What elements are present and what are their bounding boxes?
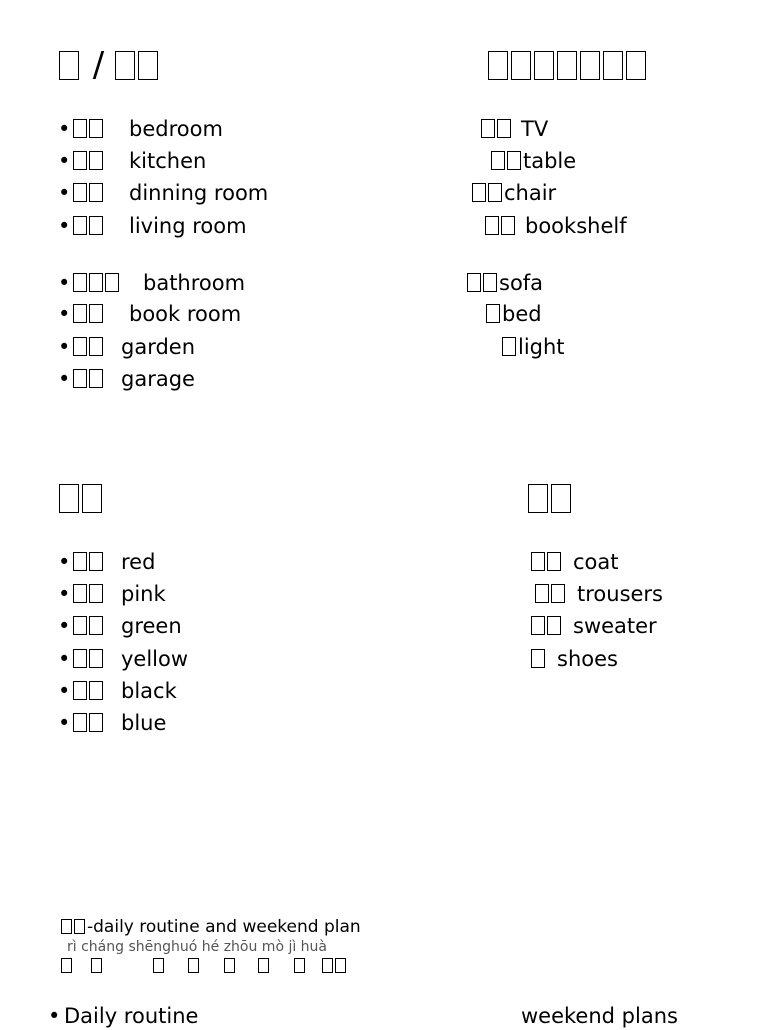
cjk-glyph-box [557,51,577,80]
cjk-glyph-box [73,552,87,571]
clothes-item-english: shoes [557,647,618,671]
cjk-glyph-box [497,119,511,138]
clothes-item-english: sweater [573,614,657,638]
colour-item-english: black [121,679,177,703]
cjk-glyph-box [73,649,87,668]
colour-item [73,548,155,576]
cjk-glyph-box [89,369,103,388]
cjk-glyph-box [481,119,495,138]
cjk-glyph-box [89,616,103,635]
colour-item-english: blue [121,711,167,735]
colours-heading-glyphs [59,478,105,518]
daily-routine-text: Daily routine [64,1004,199,1028]
rooms-heading-glyphs-before [59,45,82,85]
cjk-glyph-box [502,337,516,356]
footer-glyph-box [153,958,164,973]
rooms-item-glyphs [73,271,121,295]
rooms-item-english: dinning room [129,181,269,205]
rooms-heading-separator: / [82,45,116,85]
cjk-glyph-box [603,51,623,80]
colour-item-glyphs [73,582,105,606]
cjk-glyph-box [528,484,548,513]
rooms-item [73,147,206,175]
rooms-item-glyphs [73,214,105,238]
colour-item-english: pink [121,582,166,606]
cjk-glyph-box [89,151,103,170]
rooms-item [73,179,268,207]
cjk-glyph-box [82,484,102,513]
footer-glyph-box [224,958,235,973]
colour-item [73,612,182,640]
clothes-item-english: coat [573,550,619,574]
rooms-item [73,333,195,361]
colour-item-glyphs [73,614,105,638]
rooms-item-english: book room [129,302,242,326]
colour-item-english: green [121,614,182,638]
cjk-glyph-box [89,337,103,356]
furniture-item [485,212,627,240]
rooms-item [73,300,241,328]
cjk-glyph-box [488,51,508,80]
furniture-item [481,115,548,143]
furniture-item-english: light [518,335,565,359]
cjk-glyph-box [511,51,531,80]
rooms-item-english: bathroom [143,271,246,295]
clothes-item [531,645,618,673]
furniture-item-glyphs [481,117,513,141]
furniture-item-glyphs [485,214,517,238]
cjk-glyph-box [89,216,103,235]
clothes-item-english: trousers [577,582,663,606]
cjk-glyph-box [485,216,499,235]
furniture-item-english: TV [521,117,549,141]
cjk-glyph-box [73,216,87,235]
rooms-item-english: bedroom [129,117,223,141]
cjk-glyph-box [73,584,87,603]
rooms-item-english: living room [129,214,247,238]
footer-glyph-box [335,958,346,973]
cjk-glyph-box [89,183,103,202]
furniture-item [502,333,565,361]
colour-item-glyphs [73,711,105,735]
cjk-glyph-box [547,552,561,571]
rooms-item [73,269,245,297]
footer-glyph-box [258,958,269,973]
cjk-glyph-box [531,649,545,668]
cjk-glyph-box [531,616,545,635]
clothes-heading [528,478,574,518]
cjk-glyph-box [73,369,87,388]
cjk-glyph-box [105,273,119,292]
rooms-item-english: garden [121,335,196,359]
cjk-glyph-box [551,584,565,603]
cjk-glyph-box [486,304,500,323]
colour-item-glyphs [73,679,105,703]
cjk-glyph-box [89,713,103,732]
furniture-item-english: bed [502,302,542,326]
clothes-item-glyphs [535,582,567,606]
footer-glyph-box [322,958,333,973]
furniture-item-glyphs [486,302,502,326]
cjk-glyph-box [89,584,103,603]
cjk-glyph-box [115,51,135,80]
daily-routine-bullet: • [48,1004,61,1028]
cjk-glyph-box [59,484,79,513]
cjk-glyph-box [89,273,103,292]
footer-glyph-box [294,958,305,973]
cjk-glyph-box [467,273,481,292]
cjk-glyph-box [551,484,571,513]
colour-item-english: yellow [121,647,189,671]
furniture-heading-glyphs [488,45,649,85]
rooms-heading [59,45,161,85]
furniture-item-glyphs [472,181,504,205]
furniture-item-english: bookshelf [525,214,627,238]
rooms-item [73,365,195,393]
cjk-glyph-box [73,713,87,732]
cjk-glyph-box [580,51,600,80]
footer-title-text: -daily routine and weekend plan [87,917,361,937]
cjk-glyph-box [73,119,87,138]
rooms-item-glyphs [73,117,105,141]
cjk-glyph-box [89,304,103,323]
daily-routine-label [48,1002,199,1030]
cjk-glyph-box [73,616,87,635]
cjk-glyph-box [501,216,515,235]
cjk-glyph-box [535,584,549,603]
cjk-glyph-box [89,552,103,571]
footer-title [61,916,361,938]
rooms-item-glyphs [73,367,105,391]
clothes-heading-glyphs [528,478,574,518]
rooms-item-english: garage [121,367,195,391]
cjk-glyph-box [483,273,497,292]
cjk-glyph-box [59,51,79,80]
furniture-item-english: sofa [499,271,544,295]
cjk-glyph-box [626,51,646,80]
furniture-item-english: chair [504,181,557,205]
footer-pinyin: rì cháng shēnghuó hé zhōu mò jì huà [67,939,328,955]
clothes-item-glyphs [531,647,547,671]
furniture-item [472,179,556,207]
cjk-glyph-box [491,151,505,170]
cjk-glyph-box [547,616,561,635]
cjk-glyph-box [61,919,72,934]
footer-glyph-box [188,958,199,973]
cjk-glyph-box [74,919,85,934]
colour-item [73,645,188,673]
cjk-glyph-box [89,119,103,138]
furniture-item-glyphs [491,149,523,173]
cjk-glyph-box [89,649,103,668]
clothes-item [531,612,657,640]
clothes-item-glyphs [531,614,563,638]
cjk-glyph-box [472,183,486,202]
colours-heading [59,478,105,518]
colour-item [73,709,166,737]
cjk-glyph-box [534,51,554,80]
cjk-glyph-box [73,304,87,323]
cjk-glyph-box [89,681,103,700]
furniture-item-glyphs [502,335,518,359]
colour-item-english: red [121,550,156,574]
furniture-item-english: table [523,149,577,173]
footer-glyph-box [61,958,72,973]
furniture-item [491,147,576,175]
clothes-item [535,580,663,608]
footer-title-glyphs [61,917,87,937]
cjk-glyph-box [73,681,87,700]
footer-glyph-row [61,955,348,977]
rooms-heading-glyphs-after [115,45,161,85]
rooms-item-english: kitchen [129,149,207,173]
clothes-item-glyphs [531,550,563,574]
cjk-glyph-box [73,183,87,202]
rooms-item-glyphs [73,335,105,359]
rooms-item-glyphs [73,302,105,326]
furniture-item [467,269,543,297]
cjk-glyph-box [507,151,521,170]
cjk-glyph-box [73,273,87,292]
cjk-glyph-box [73,151,87,170]
colour-item-glyphs [73,647,105,671]
rooms-item [73,115,223,143]
cjk-glyph-box [531,552,545,571]
rooms-item-glyphs [73,149,105,173]
clothes-item [531,548,619,576]
colour-item [73,677,177,705]
cjk-glyph-box [488,183,502,202]
colour-item-glyphs [73,550,105,574]
rooms-item-glyphs [73,181,105,205]
weekend-plans-label: weekend plans [521,1004,678,1028]
cjk-glyph-box [138,51,158,80]
furniture-item-glyphs [467,271,499,295]
footer-glyph-box [91,958,102,973]
cjk-glyph-box [73,337,87,356]
colour-item [73,580,166,608]
furniture-item [486,300,542,328]
furniture-heading [488,45,649,85]
rooms-item [73,212,247,240]
